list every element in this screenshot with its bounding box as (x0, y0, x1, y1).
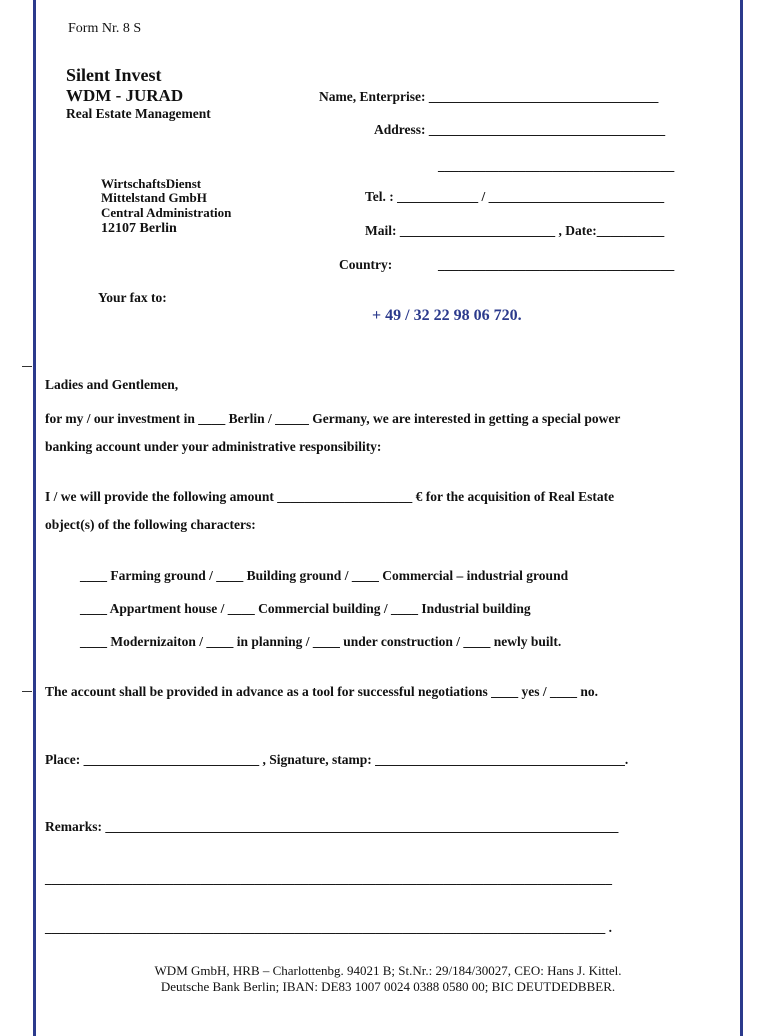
fold-mark-top (22, 366, 32, 367)
paragraph-investment-line2: banking account under your administrative responsibility: (45, 439, 382, 454)
sender-address-line: Mittelstand GmbH (101, 190, 207, 205)
sender-address-line: Central Administration (101, 205, 232, 220)
country-label: Country: (339, 257, 393, 272)
paragraph-amount-line2: object(s) of the following characters: (45, 517, 256, 532)
advance-account-line[interactable]: The account shall be provided in advance as a tool for successful negotiations ____ yes / ____ no. (45, 684, 599, 699)
fax-number: + 49 / 32 22 98 06 720. (372, 307, 522, 324)
address-field[interactable]: Address: ___________________________________ (374, 122, 666, 137)
footer-bank-info: Deutsche Bank Berlin; IBAN: DE83 1007 0024 0388 0580 00; BIC DEUTDEDBBER. (160, 979, 616, 994)
remarks-line[interactable]: Remarks: ____________________________________________________________________________ (45, 819, 619, 834)
paragraph-amount-line1[interactable]: I / we will provide the following amount ____________________ € for the acquisition of Real Estate (45, 489, 615, 504)
place-signature-line[interactable]: Place: __________________________ , Signature, stamp: _____________________________________. (45, 752, 629, 767)
country-field[interactable]: ___________________________________ (438, 257, 675, 272)
division-name: Real Estate Management (66, 106, 211, 121)
form-number: Form Nr. 8 S (68, 21, 142, 36)
option-row-building[interactable]: ____ Appartment house / ____ Commercial building / ____ Industrial building (80, 601, 531, 616)
salutation: Ladies and Gentlemen, (45, 377, 179, 392)
remarks-continuation-line[interactable]: ____________________________________________________________________________________ (45, 871, 612, 886)
brand-name: Silent Invest (66, 65, 162, 85)
remarks-continuation-line[interactable]: ___________________________________________________________________________________ . (45, 920, 612, 935)
address-line-2-field[interactable]: ___________________________________ (438, 158, 675, 173)
name-enterprise-field[interactable]: Name, Enterprise: __________________________________ (319, 89, 659, 104)
mail-date-field[interactable]: Mail: _______________________ , Date:__________ (365, 223, 665, 238)
option-row-ground[interactable]: ____ Farming ground / ____ Building ground / ____ Commercial – industrial ground (80, 568, 569, 583)
telephone-field[interactable]: Tel. : ____________ / __________________________ (365, 189, 665, 204)
sender-address-line: 12107 Berlin (101, 221, 177, 236)
footer-company-info: WDM GmbH, HRB – Charlottenbg. 94021 B; St.Nr.: 29/184/30027, CEO: Hans J. Kittel. (154, 963, 622, 978)
fax-label: Your fax to: (98, 290, 167, 305)
fold-mark-bottom (22, 691, 32, 692)
sender-address-line: WirtschaftsDienst (101, 176, 202, 191)
company-name: WDM - JURAD (66, 86, 184, 105)
option-row-status[interactable]: ____ Modernizaiton / ____ in planning / ____ under construction / ____ newly built. (80, 634, 562, 649)
paragraph-investment-line1[interactable]: for my / our investment in ____ Berlin / _____ Germany, we are interested in getting a special power (45, 411, 621, 426)
